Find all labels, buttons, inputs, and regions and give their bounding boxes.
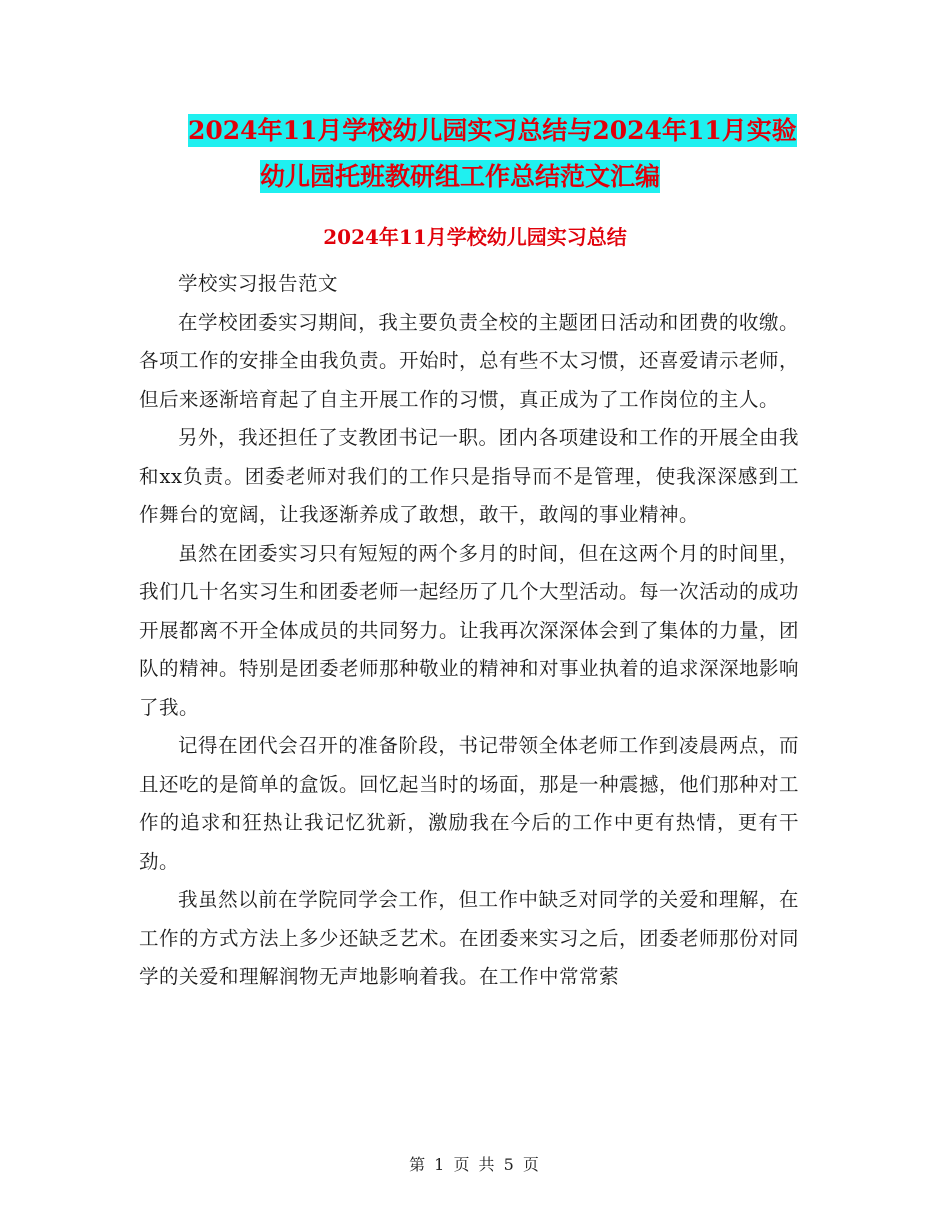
paragraph: 我虽然以前在学院同学会工作，但工作中缺乏对同学的关爱和理解，在工作的方式方法上多少还缺乏艺术。在团委来实习之后，团委老师那份对同学的关爱和理解润物无声地影响着我。在工作中常常萦	[139, 888, 800, 988]
paragraph: 记得在团代会召开的准备阶段，书记带领全体老师工作到凌晨两点，而且还吃的是简单的盒饭。回忆起当时的场面，那是一种震撼，他们那种对工作的追求和狂热让我记忆犹新，激励我在今后的工作中更有热情，更有干劲。	[139, 734, 800, 873]
section-title: 2024年11月学校幼儿园实习总结	[323, 225, 627, 249]
title-line-2: 幼儿园托班教研组工作总结范文汇编	[260, 162, 661, 191]
document-title	[140, 108, 840, 200]
paragraph: 在学校团委实习期间，我主要负责全校的主题团日活动和团费的收缴。各项工作的安排全由我负责。开始时，总有些不太习惯，还喜爱请示老师，但后来逐渐培育起了自主开展工作的习惯，真正成为了工作岗位的主人。	[139, 310, 800, 411]
title-line-1: 2024年11月学校幼儿园实习总结与2024年11月实验	[188, 116, 797, 145]
paragraph: 学校实习报告范文	[178, 272, 339, 295]
body-text	[139, 265, 799, 997]
paragraph: 虽然在团委实习只有短短的两个多月的时间，但在这两个月的时间里，我们几十名实习生和团委老师一起经历了几个大型活动。每一次活动的成功开展都离不开全体成员的共同努力。让我再次深深体会到了集体的力量，团队的精神。特别是团委老师那种敬业的精神和对事业执着的追求深深地影响了我。	[139, 541, 800, 719]
paragraph: 另外，我还担任了支教团书记一职。团内各项建设和工作的开展全由我和xx负责。团委老师对我们的工作只是指导而不是管理，使我深深感到工作舞台的宽阔，让我逐渐养成了敢想，敢干，敢闯的事业精神。	[139, 426, 799, 526]
page-footer: 第 1 页 共 5 页	[409, 1155, 541, 1174]
